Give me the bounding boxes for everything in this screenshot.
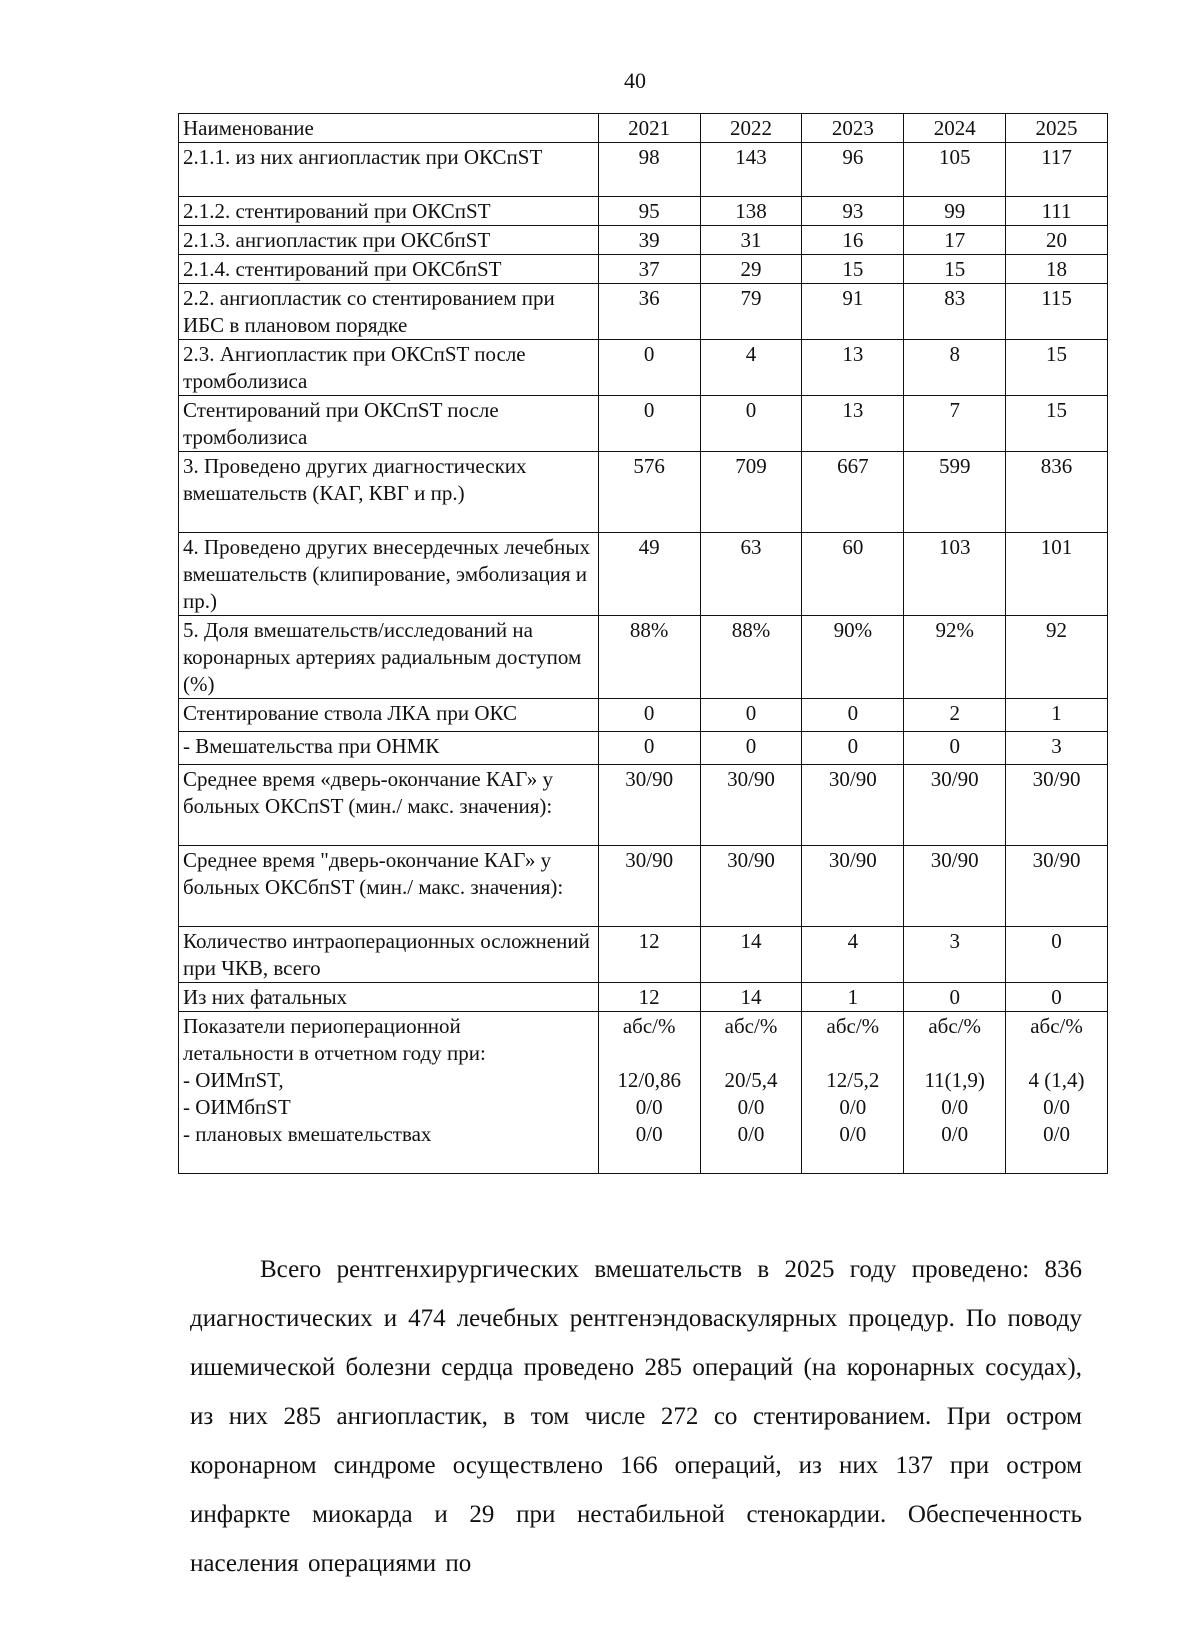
row-value-cell: 4: [700, 340, 802, 396]
page-number: 40: [624, 68, 646, 93]
row-value-cell: 0: [700, 732, 802, 765]
table-row: [179, 396, 1108, 452]
row-value-cell: 0: [598, 340, 700, 396]
row-value-cell: 63: [700, 533, 802, 616]
row-value-cell: 0: [802, 699, 904, 732]
row-name-cell: 2.1.4. стентирований при ОКСбпST: [179, 255, 599, 284]
header-year-cell: 2025: [1006, 114, 1108, 143]
table-row: [179, 340, 1108, 396]
row-value-cell: 30/90: [1006, 846, 1108, 927]
row-value-cell: 83: [904, 284, 1006, 340]
row-value-cell: 30/90: [598, 765, 700, 846]
row-value-cell: 667: [802, 452, 904, 533]
row-value-cell: 12: [598, 927, 700, 983]
row-value-cell: 20: [1006, 226, 1108, 255]
row-value-cell: 0: [598, 396, 700, 452]
row-value-cell: 0: [700, 396, 802, 452]
body-paragraph: Всего рентгенхирургических вмешательств в 2025 году проведено: 836 диагностических и 474 лечебных рентгенэндоваскулярных процедур. По поводу ишемической болезни сердца проведено 285 операций (на коронарных сосудах), из них 285 ангиопластик, в том числе 272 со стентированием. При остром коронарном синдроме осуществлено 166 операций, из них 137 при остром инфаркте миокарда и 29 при нестабильной стенокардии. Обеспеченность населения операциями по: [190, 1256, 1082, 1577]
row-value-cell: 30/90: [700, 765, 802, 846]
row-value-cell: 4: [802, 927, 904, 983]
row-value-cell: 15: [1006, 340, 1108, 396]
row-value-cell: 90%: [802, 616, 904, 699]
row-value-cell: 30/90: [904, 765, 1006, 846]
row-value-cell: 14: [700, 927, 802, 983]
row-value-cell: 29: [700, 255, 802, 284]
row-value-cell: 99: [904, 197, 1006, 226]
row-value-cell: 3: [904, 927, 1006, 983]
table-row: [179, 983, 1108, 1012]
row-value-cell: 60: [802, 533, 904, 616]
row-value-cell: 95: [598, 197, 700, 226]
row-value-cell: 0: [598, 732, 700, 765]
header-year-cell: 2023: [802, 114, 904, 143]
row-name-cell: 2.1.3. ангиопластик при ОКСбпST: [179, 226, 599, 255]
row-name-cell: 2.1.2. стентирований при ОКСпST: [179, 197, 599, 226]
row-value-cell: 138: [700, 197, 802, 226]
table-row: [179, 616, 1108, 699]
row-name-cell: Стентирований при ОКСпST после тромболизиса: [179, 396, 599, 452]
statistics-table: [178, 113, 1108, 1174]
row-value-cell: 0: [802, 732, 904, 765]
table-row: [179, 226, 1108, 255]
row-value-cell: 1: [802, 983, 904, 1012]
row-value-cell: 101: [1006, 533, 1108, 616]
table-row: [179, 927, 1108, 983]
table-row: [179, 1012, 1108, 1174]
row-name-cell: - Вмешательства при ОНМК: [179, 732, 599, 765]
row-name-cell: 5. Доля вмешательств/исследований на коронарных артериях радиальным доступом (%): [179, 616, 599, 699]
row-value-cell: 15: [1006, 396, 1108, 452]
row-value-cell: 13: [802, 340, 904, 396]
header-year-cell: 2024: [904, 114, 1006, 143]
row-value-cell: 0: [1006, 927, 1108, 983]
table-row: [179, 284, 1108, 340]
row-value-cell: 31: [700, 226, 802, 255]
row-value-cell: 30/90: [904, 846, 1006, 927]
table-row: [179, 452, 1108, 533]
row-value-cell: 79: [700, 284, 802, 340]
row-value-cell: абс/% 12/5,2 0/0 0/0: [802, 1012, 904, 1174]
row-value-cell: 30/90: [598, 846, 700, 927]
row-value-cell: 7: [904, 396, 1006, 452]
row-value-cell: 96: [802, 143, 904, 197]
row-name-cell: Из них фатальных: [179, 983, 599, 1012]
row-value-cell: 0: [700, 699, 802, 732]
row-name-cell: Среднее время "дверь-окончание КАГ» у больных ОКСбпST (мин./ макс. значения):: [179, 846, 599, 927]
row-value-cell: 8: [904, 340, 1006, 396]
row-value-cell: 0: [1006, 983, 1108, 1012]
row-name-cell: Стентирование ствола ЛКА при ОКС: [179, 699, 599, 732]
row-value-cell: 93: [802, 197, 904, 226]
row-value-cell: 49: [598, 533, 700, 616]
row-value-cell: 18: [1006, 255, 1108, 284]
row-value-cell: 88%: [700, 616, 802, 699]
row-value-cell: абс/% 20/5,4 0/0 0/0: [700, 1012, 802, 1174]
row-name-cell: 2.2. ангиопластик со стентированием при ИБС в плановом порядке: [179, 284, 599, 340]
table-row: [179, 846, 1108, 927]
row-value-cell: абс/% 11(1,9) 0/0 0/0: [904, 1012, 1006, 1174]
row-value-cell: 0: [904, 732, 1006, 765]
row-value-cell: 709: [700, 452, 802, 533]
row-name-cell: Показатели периоперационной летальности в отчетном году при: - ОИМпST, - ОИМбпST - плановых вмешательствах: [179, 1012, 599, 1174]
row-value-cell: 115: [1006, 284, 1108, 340]
header-year-cell: 2022: [700, 114, 802, 143]
table-header-row: [179, 114, 1108, 143]
row-value-cell: 15: [802, 255, 904, 284]
row-value-cell: 17: [904, 226, 1006, 255]
row-value-cell: 36: [598, 284, 700, 340]
table-row: [179, 765, 1108, 846]
row-name-cell: Количество интраоперационных осложнений при ЧКВ, всего: [179, 927, 599, 983]
row-value-cell: 3: [1006, 732, 1108, 765]
row-value-cell: 12: [598, 983, 700, 1012]
row-value-cell: 0: [598, 699, 700, 732]
header-name-cell: Наименование: [179, 114, 599, 143]
row-value-cell: 103: [904, 533, 1006, 616]
row-name-cell: 2.3. Ангиопластик при ОКСпST после тромболизиса: [179, 340, 599, 396]
row-value-cell: абс/% 4 (1,4) 0/0 0/0: [1006, 1012, 1108, 1174]
row-value-cell: 111: [1006, 197, 1108, 226]
row-value-cell: 30/90: [1006, 765, 1108, 846]
row-value-cell: 16: [802, 226, 904, 255]
row-value-cell: 88%: [598, 616, 700, 699]
row-value-cell: 836: [1006, 452, 1108, 533]
table-row: [179, 255, 1108, 284]
row-value-cell: 37: [598, 255, 700, 284]
row-value-cell: 15: [904, 255, 1006, 284]
row-value-cell: 30/90: [700, 846, 802, 927]
row-value-cell: 576: [598, 452, 700, 533]
row-name-cell: 3. Проведено других диагностических вмешательств (КАГ, КВГ и пр.): [179, 452, 599, 533]
row-value-cell: 143: [700, 143, 802, 197]
table-row: [179, 197, 1108, 226]
row-value-cell: 1: [1006, 699, 1108, 732]
row-value-cell: 91: [802, 284, 904, 340]
row-value-cell: 92: [1006, 616, 1108, 699]
row-value-cell: 98: [598, 143, 700, 197]
row-value-cell: 117: [1006, 143, 1108, 197]
table-row: [179, 732, 1108, 765]
row-value-cell: 30/90: [802, 846, 904, 927]
row-value-cell: 13: [802, 396, 904, 452]
row-name-cell: 4. Проведено других внесердечных лечебных вмешательств (клипирование, эмболизация и пр.): [179, 533, 599, 616]
table-row: [179, 699, 1108, 732]
row-value-cell: 599: [904, 452, 1006, 533]
row-value-cell: 105: [904, 143, 1006, 197]
row-value-cell: 92%: [904, 616, 1006, 699]
row-value-cell: 30/90: [802, 765, 904, 846]
header-year-cell: 2021: [598, 114, 700, 143]
row-value-cell: 39: [598, 226, 700, 255]
row-name-cell: Среднее время «дверь-окончание КАГ» у больных ОКСпST (мин./ макс. значения):: [179, 765, 599, 846]
row-name-cell: 2.1.1. из них ангиопластик при ОКСпST: [179, 143, 599, 197]
row-value-cell: 14: [700, 983, 802, 1012]
table-row: [179, 533, 1108, 616]
row-value-cell: 2: [904, 699, 1006, 732]
table-row: [179, 143, 1108, 197]
row-value-cell: абс/% 12/0,86 0/0 0/0: [598, 1012, 700, 1174]
row-value-cell: 0: [904, 983, 1006, 1012]
